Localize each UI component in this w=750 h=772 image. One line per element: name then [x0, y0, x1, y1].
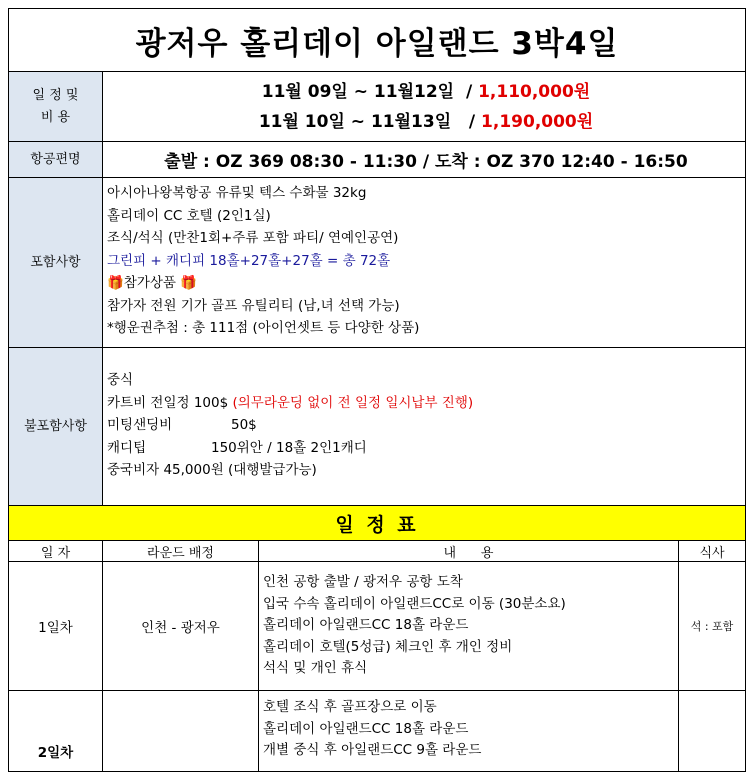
excluded-item-visa: 중국비자 45,000원 (대행발급가능) — [107, 462, 317, 478]
flight-label: 항공편명 — [9, 142, 103, 177]
page-title: 광저우 홀리데이 아일랜드 3박4일 — [9, 9, 745, 72]
tour-table — [8, 8, 746, 772]
day-content — [259, 562, 679, 690]
day-label: 1일차 — [9, 562, 103, 690]
included-item: 조식/석식 (만찬1회+주류 포함 파티/ 연예인공연) — [107, 230, 399, 246]
caddy-value: 150위안 / 18홀 2인1캐디 — [211, 439, 367, 456]
schedule-separator: / — [468, 111, 476, 132]
day-activities — [259, 691, 481, 762]
activity-item: 홀리데이 호텔(5성급) 체크인 후 개인 정비 — [263, 638, 513, 655]
schedule-price-values — [103, 72, 745, 141]
cart-note: (의무라운딩 없이 전 일정 일시납부 진행) — [232, 394, 474, 411]
included-item: *행운권추첨 : 총 111점 (아이언셋트 등 다양한 상품) — [107, 320, 420, 336]
flight-row — [9, 142, 745, 178]
header-content: 내 용 — [259, 541, 679, 561]
included-list — [103, 178, 745, 347]
header-date: 일 자 — [9, 541, 103, 561]
schedule-label-line2: 비 용 — [40, 109, 71, 125]
included-row — [9, 178, 745, 348]
schedule-option — [259, 107, 593, 137]
day-label-cell — [9, 691, 103, 771]
excluded-item-meeting — [107, 414, 745, 437]
schedule-label-line1: 일 정 및 — [32, 87, 79, 103]
included-item-gift: 🎁참가상품 🎁 — [107, 275, 198, 291]
excluded-label: 불포함사항 — [9, 348, 103, 505]
itinerary-day-row — [9, 691, 745, 771]
schedule-price-row — [9, 72, 745, 142]
caddy-label: 캐디팁 — [107, 439, 147, 456]
day-meal — [679, 691, 745, 771]
included-item: 아시아나왕복항공 유류및 텍스 수화물 32kg — [107, 185, 367, 201]
meeting-value: 50$ — [231, 417, 257, 433]
cart-fee: 카트비 전일정 100$ — [107, 394, 233, 411]
day-route: 인천 - 광저우 — [103, 562, 259, 690]
itinerary-day-row — [9, 562, 745, 691]
excluded-item-cart — [107, 392, 745, 415]
excluded-item-caddy — [107, 437, 745, 460]
itinerary-section-title: 일 정 표 — [9, 506, 745, 541]
day-content — [259, 691, 679, 771]
day-route — [103, 691, 259, 771]
activity-item: 홀리데이 아일랜드CC 18홀 라운드 — [263, 617, 469, 634]
schedule-option — [262, 77, 590, 107]
schedule-dates: 11월 10일 ~ 11월13일 — [258, 111, 452, 132]
flight-info: 출발 : OZ 369 08:30 - 11:30 / 도착 : OZ 370 12:40 - 16:50 — [164, 152, 688, 172]
schedule-dates: 11월 09일 ~ 11월12일 — [261, 81, 455, 102]
activity-item: 입국 수속 홀리데이 아일랜드CC로 이동 (30분소요) — [263, 595, 566, 612]
day-label: 2일차 — [37, 745, 74, 761]
activity-item: 호텔 조식 후 골프장으로 이동 — [263, 699, 437, 715]
header-round: 라운드 배정 — [103, 541, 259, 561]
schedule-price-label — [9, 72, 103, 141]
excluded-list — [103, 348, 745, 505]
activity-item: 석식 및 개인 휴식 — [263, 660, 368, 677]
activity-item: 홀리데이 아일랜드CC 18홀 라운드 — [263, 720, 469, 737]
day-meal: 석 : 포함 — [690, 620, 734, 633]
activity-item: 인천 공항 출발 / 광저우 공항 도착 — [263, 574, 463, 591]
excluded-row — [9, 348, 745, 506]
included-item-green-fee: 그린피 + 캐디피 18홀+27홀+27홀 = 총 72홀 — [107, 252, 391, 269]
included-item: 홀리데이 CC 호텔 (2인1실) — [107, 207, 271, 224]
schedule-separator: / — [465, 81, 473, 102]
activity-item: 개별 중식 후 아일랜드CC 9홀 라운드 — [263, 742, 482, 758]
day-activities — [259, 572, 566, 680]
meeting-label: 미팅샌딩비 — [107, 417, 173, 433]
itinerary-header — [9, 541, 745, 562]
included-label: 포함사항 — [9, 178, 103, 347]
schedule-price: 1,190,000원 — [481, 111, 594, 132]
included-item: 참가자 전원 기가 골프 유틸리티 (남,녀 선택 가능) — [107, 297, 400, 314]
header-meal: 식사 — [699, 545, 725, 561]
excluded-item-meal: 중식 — [107, 372, 134, 388]
schedule-price: 1,110,000원 — [478, 81, 591, 102]
